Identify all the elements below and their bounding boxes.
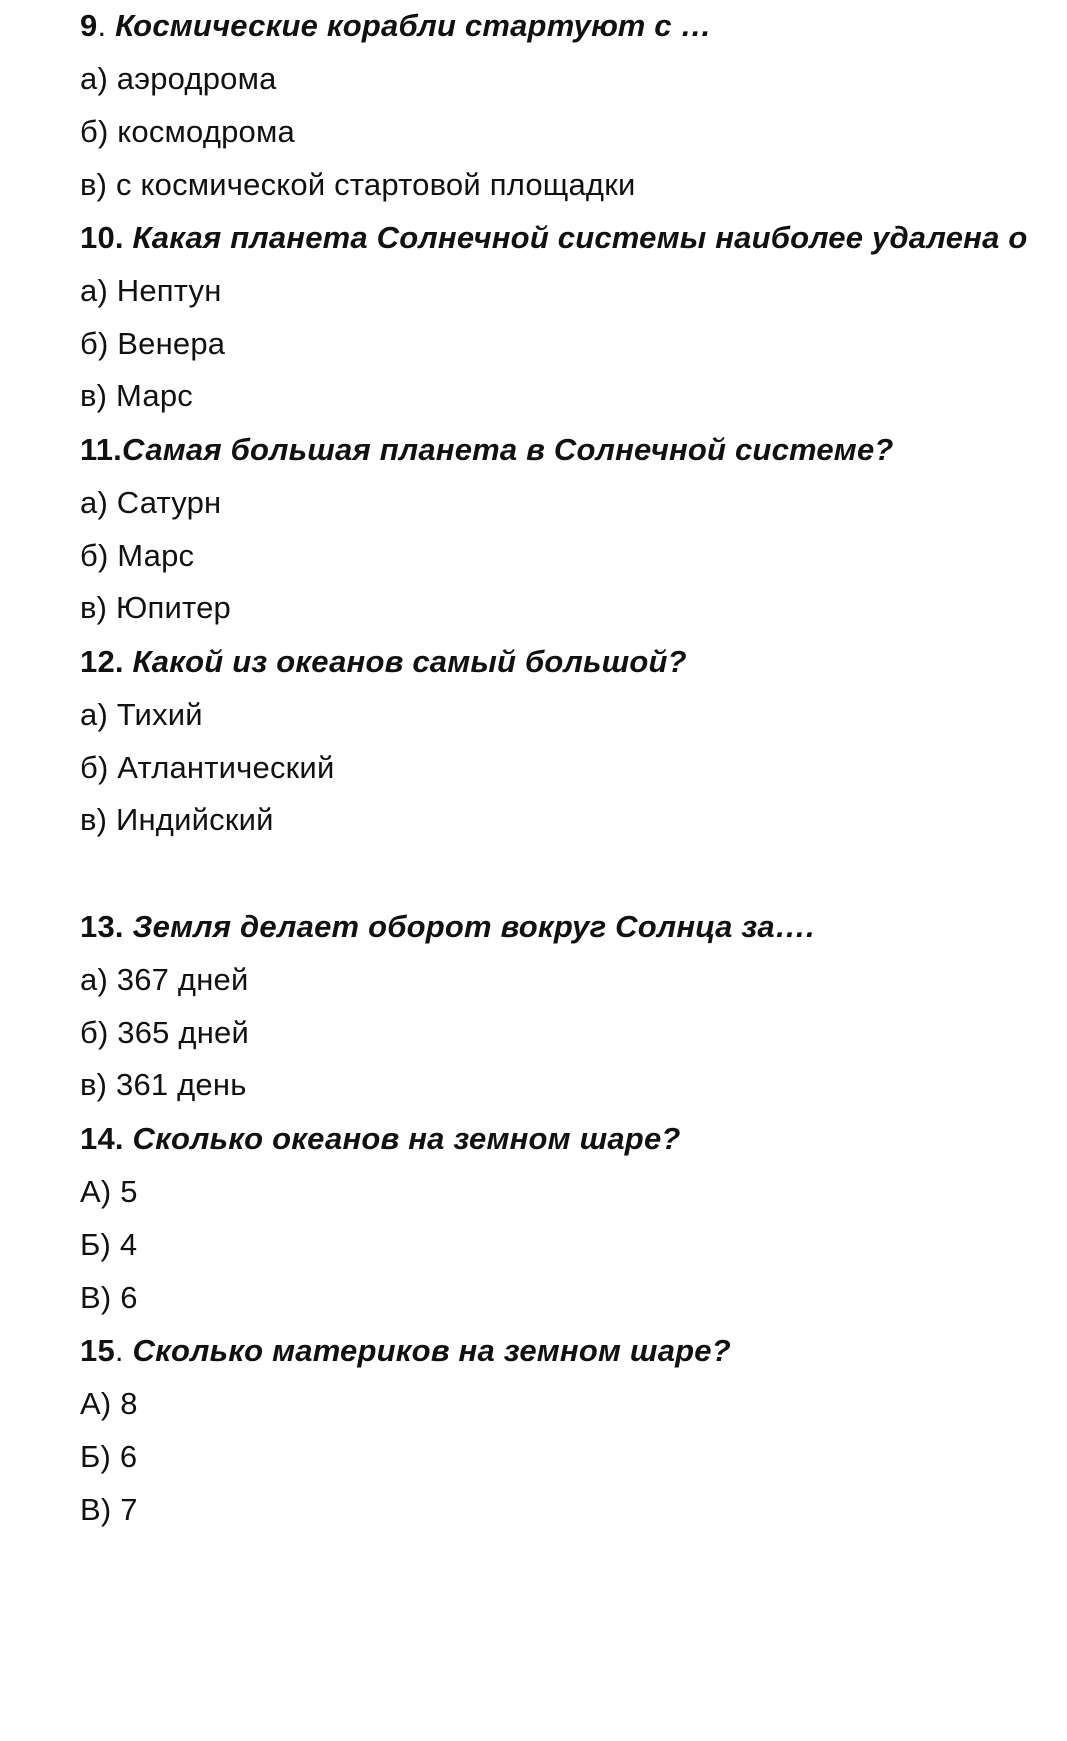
question-heading xyxy=(80,908,815,946)
answer-option: А) 5 xyxy=(80,1174,138,1209)
question-heading xyxy=(80,1332,731,1370)
question-text: Какая планета Солнечной системы наиболее удалена о xyxy=(132,220,1028,255)
question-number-sep: . xyxy=(97,8,107,43)
answer-option: а) 367 дней xyxy=(80,962,249,997)
question-number-sep: . xyxy=(114,644,124,679)
question-heading xyxy=(80,643,687,681)
question-number-sep: . xyxy=(114,220,124,255)
question-number-sep: . xyxy=(114,1121,124,1156)
question-text: Какой из океанов самый большой? xyxy=(132,644,687,679)
answer-option: б) Венера xyxy=(80,326,226,361)
question-number: 11 xyxy=(80,432,114,467)
question-text: Космические корабли стартуют с … xyxy=(115,8,712,43)
question-number: 15 xyxy=(80,1333,115,1368)
question-heading xyxy=(80,1120,681,1158)
answer-option: б) Марс xyxy=(80,538,195,573)
answer-option: Б) 4 xyxy=(80,1227,138,1262)
question-number: 9 xyxy=(80,8,98,43)
question-number-sep: . xyxy=(114,1333,124,1368)
answer-option: б) Атлантический xyxy=(80,750,335,785)
question-text: Сколько океанов на земном шаре? xyxy=(132,1121,681,1156)
question-heading xyxy=(80,219,1027,257)
answer-option: в) Юпитер xyxy=(80,590,231,625)
answer-option: в) Индийский xyxy=(80,802,274,837)
question-number-sep: . xyxy=(114,909,124,944)
answer-option: В) 6 xyxy=(80,1280,138,1315)
answer-option: а) Нептун xyxy=(80,273,222,308)
question-number: 10 xyxy=(80,220,115,255)
answer-option: а) Тихий xyxy=(80,697,203,732)
answer-option: в) Марс xyxy=(80,378,193,413)
question-text: Земля делает оборот вокруг Солнца за…. xyxy=(132,909,815,944)
question-heading xyxy=(80,431,894,469)
answer-option: в) 361 день xyxy=(80,1067,247,1102)
question-text: Самая большая планета в Солнечной системе? xyxy=(122,432,894,467)
answer-option: А) 8 xyxy=(80,1386,138,1421)
answer-option: Б) 6 xyxy=(80,1439,138,1474)
question-number: 12 xyxy=(80,644,115,679)
answer-option: б) космодрома xyxy=(80,114,295,149)
question-number: 13 xyxy=(80,909,115,944)
question-number: 14 xyxy=(80,1121,115,1156)
answer-option: В) 7 xyxy=(80,1492,138,1527)
question-text: Сколько материков на земном шаре? xyxy=(132,1333,731,1368)
question-heading xyxy=(80,7,712,45)
answer-option: а) Сатурн xyxy=(80,485,222,520)
question-number-sep: . xyxy=(113,432,122,467)
answer-option: б) 365 дней xyxy=(80,1015,249,1050)
answer-option: в) с космической стартовой площадки xyxy=(80,167,636,202)
answer-option: а) аэродрома xyxy=(80,61,277,96)
